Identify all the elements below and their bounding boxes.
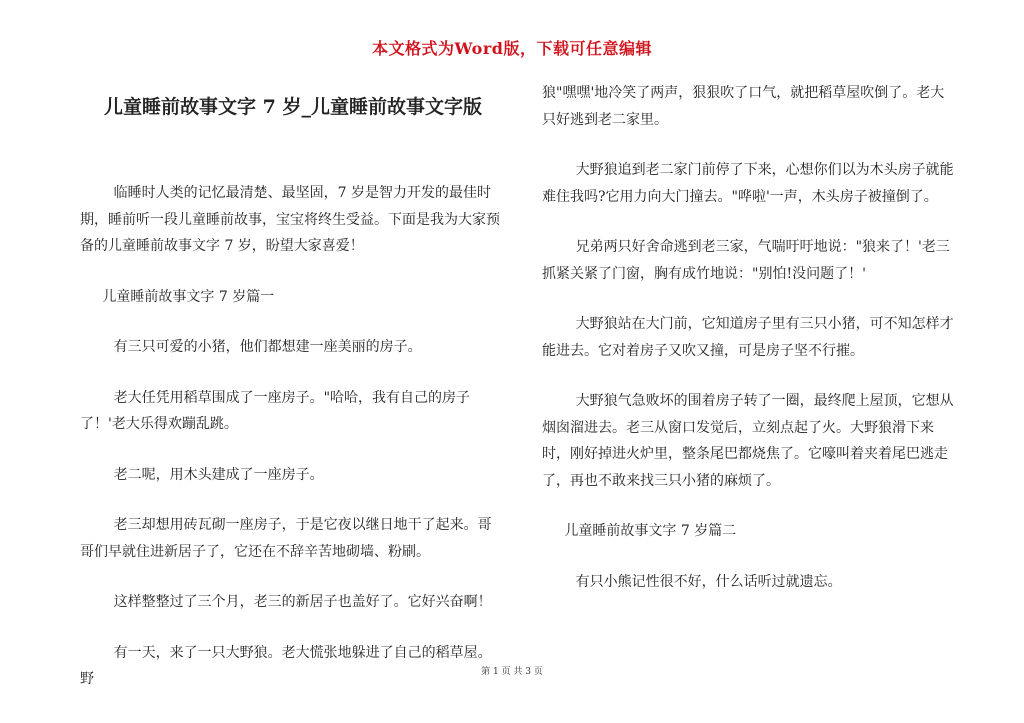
story-paragraph: 老大任凭用稻草围成了一座房子。"哈哈，我有自己的房子了！'老大乐得欢蹦乱跳。 <box>80 389 471 432</box>
page-number: 第 1 页 共 3 页 <box>481 667 543 677</box>
story-paragraph: 老三却想用砖瓦砌一座房子，于是它夜以继日地干了起来。哥哥们早就住进新居子了，它还在不辞辛苦地砌墙、粉刷。 <box>80 517 492 560</box>
story-paragraph: 有一天，来了一只大野狼。老大慌张地躲进了自己的稻草屋。野 <box>80 644 492 687</box>
story-paragraph: 有三只可爱的小猪，他们都想建一座美丽的房子。 <box>113 339 422 355</box>
story-paragraph: 狼"嘿嘿'地冷笑了两声，狠狠吹了口气，就把稻草屋吹倒了。老大只好逃到老二家里。 <box>542 85 945 128</box>
section-heading-1: 儿童睡前故事文字 7 岁篇一 <box>102 288 275 305</box>
story-paragraph: 有只小熊记性很不好，什么话听过就遗忘。 <box>575 573 842 590</box>
left-column <box>80 180 503 693</box>
right-column <box>542 80 957 595</box>
story-paragraph: 兄弟两只好舍命逃到老三家，气喘吁吁地说："狼来了！'老三抓紧关紧了门窗，胸有成竹地说："别怕!没问题了！' <box>542 239 950 282</box>
story-paragraph: 这样整整过了三个月，老三的新居子也盖好了。它好兴奋啊！ <box>113 594 492 610</box>
section-heading-2: 儿童睡前故事文字 7 岁篇二 <box>564 523 737 539</box>
download-banner: 本文格式为Word版，下载可任意编辑 <box>372 39 652 58</box>
story-paragraph: 大野狼站在大门前，它知道房子里有三只小猪，可不知怎样才能进去。它对着房子又吹又撞，可是房子坚不行摧。 <box>542 316 954 359</box>
story-paragraph: 大野狼追到老二家门前停了下来，心想你们以为木头房子就能难住我吗?它用力向大门撞去。"哗啦'一声，木头房子被撞倒了。 <box>542 162 954 205</box>
story-paragraph: 老二呢，用木头建成了一座房子。 <box>113 466 324 483</box>
document-title: 儿童睡前故事文字 7 岁_儿童睡前故事文字版 <box>104 96 482 118</box>
intro-paragraph: 临睡时人类的记忆最清楚、最坚固，7 岁是智力开发的最佳时期，睡前听一段儿童睡前故事，宝宝将终生受益。下面是我为大家预备的儿童睡前故事文字 7 岁，盼望大家喜爱！ <box>80 185 500 254</box>
story-paragraph: 大野狼气急败坏的围着房子转了一圈，最终爬上屋顶，它想从烟囱溜进去。老三从窗口发觉后，立刻点起了火。大野狼滑下来时，刚好掉进火炉里，整条尾巴都烧焦了。它嚎叫着夹着尾巴逃走了，再也不敢来找三只小猪的麻烦了。 <box>542 393 954 489</box>
